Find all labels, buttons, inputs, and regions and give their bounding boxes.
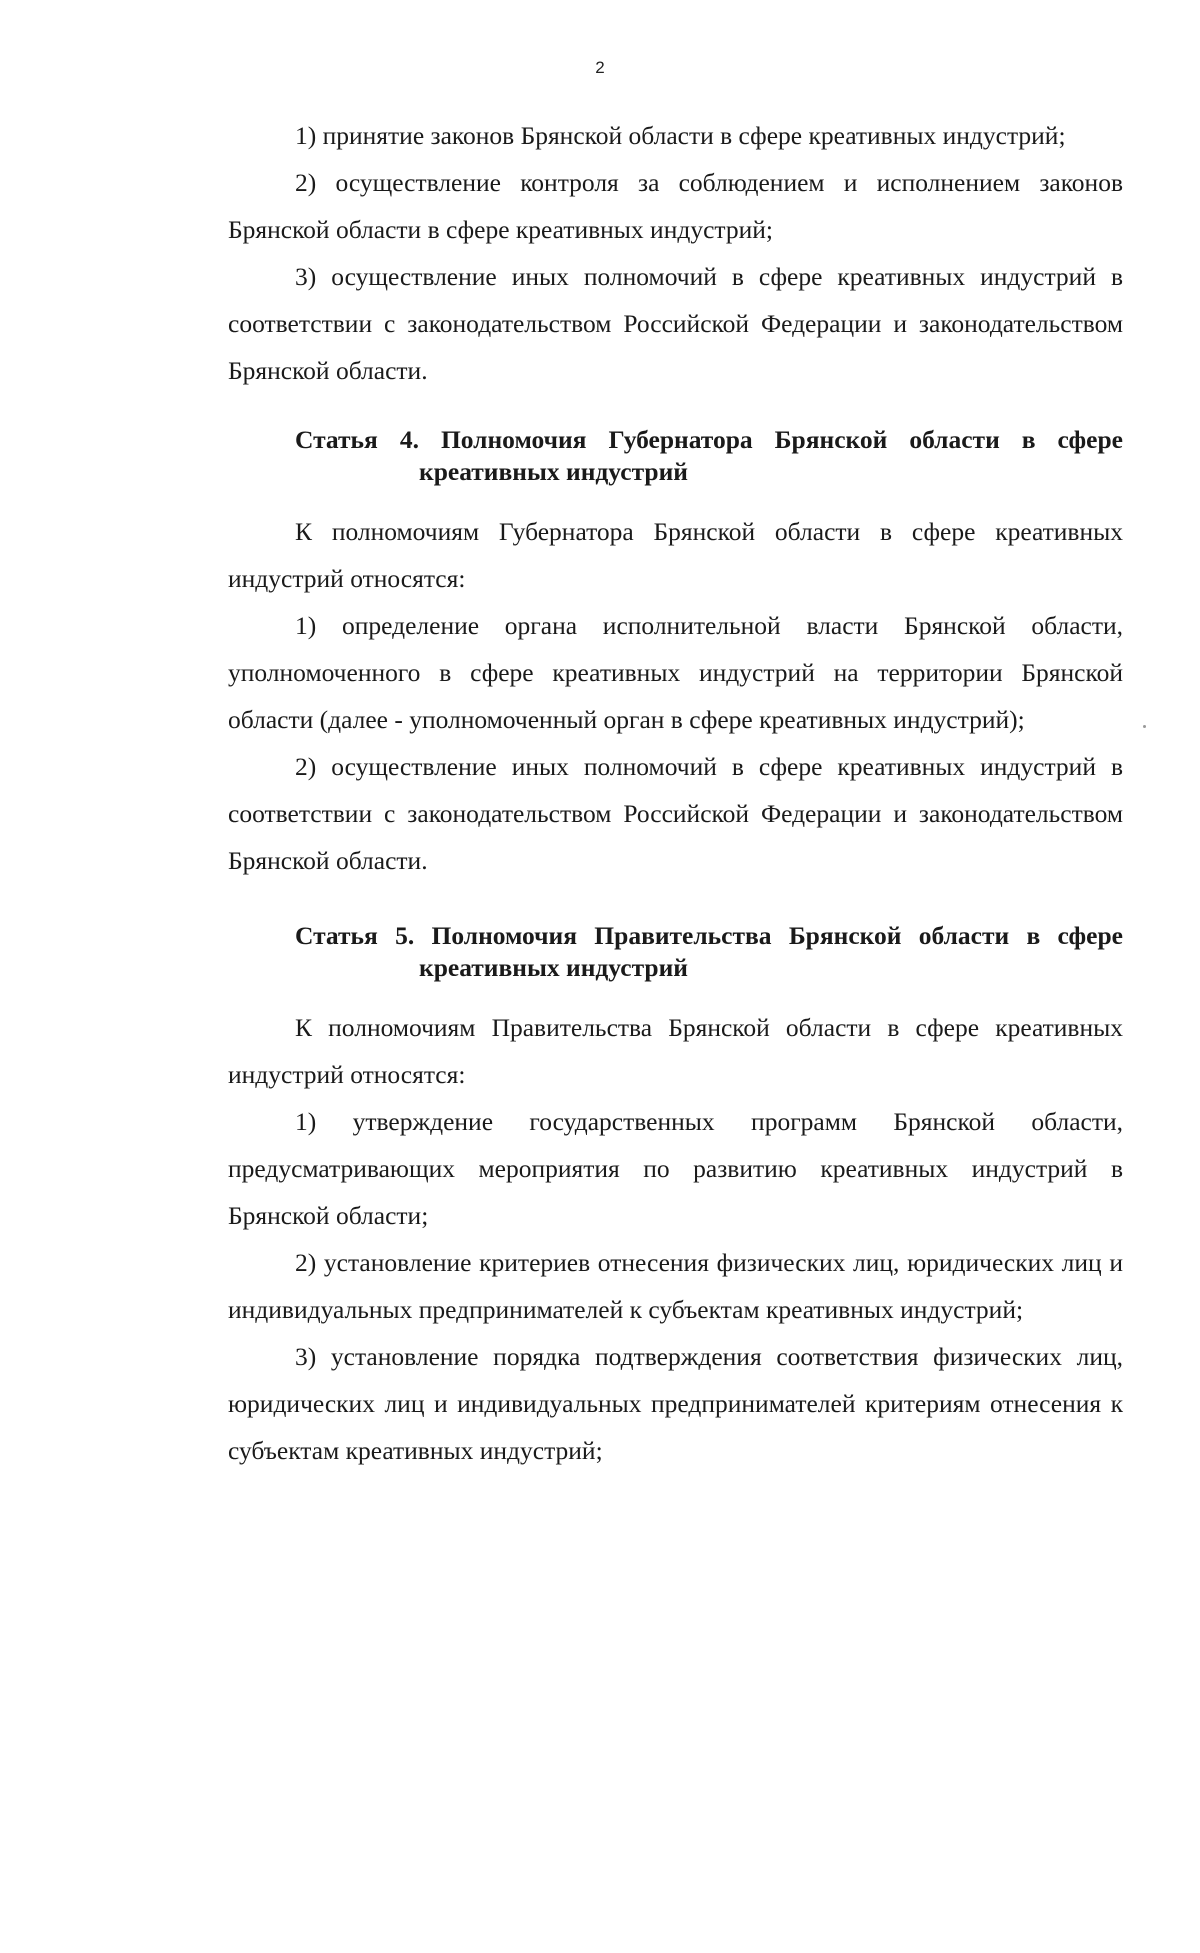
article4-item-1: 1) определение органа исполнительной власти Брянской области, уполномоченного в сфере креативных индустрий на территории Брянской области (далее - уполномоченный орган в сфере креативных индустрий); — [228, 611, 1123, 734]
article3-item-2: 2) осуществление контроля за соблюдением и исполнением законов Брянской области в сфере креативных индустрий; — [228, 168, 1123, 244]
document-body — [228, 112, 1123, 1474]
article5-heading-line1: Статья 5. Полномочия Правительства Брянской области в сфере — [295, 921, 1123, 950]
article5-item-3: 3) установление порядка подтверждения соответствия физических лиц, юридических лиц и индивидуальных предпринимателей критериям отнесения к субъектам креативных индустрий; — [228, 1342, 1123, 1465]
article5-heading-line2: креативных индустрий — [419, 953, 688, 982]
article5-item-2: 2) установление критериев отнесения физических лиц, юридических лиц и индивидуальных предпринимателей к субъектам креативных индустрий; — [228, 1248, 1123, 1324]
article3-item-3: 3) осуществление иных полномочий в сфере креативных индустрий в соответствии с законодательством Российской Федерации и законодательством Брянской области. — [228, 262, 1123, 385]
article4-heading — [228, 424, 1123, 488]
article5-heading — [228, 920, 1123, 984]
scan-speck — [1143, 725, 1146, 728]
article3-item-1: 1) принятие законов Брянской области в сфере креативных индустрий; — [295, 121, 1066, 150]
article5-item-1: 1) утверждение государственных программ Брянской области, предусматривающих мероприятия по развитию креативных индустрий в Брянской области; — [228, 1107, 1123, 1230]
article4-item-2: 2) осуществление иных полномочий в сфере креативных индустрий в соответствии с законодательством Российской Федерации и законодательством Брянской области. — [228, 752, 1123, 875]
article4-heading-line2: креативных индустрий — [419, 457, 688, 486]
article4-heading-line1: Статья 4. Полномочия Губернатора Брянской области в сфере — [295, 425, 1123, 454]
page-number: 2 — [595, 58, 605, 77]
article5-intro: К полномочиям Правительства Брянской области в сфере креативных индустрий относятся: — [228, 1013, 1123, 1089]
article4-intro: К полномочиям Губернатора Брянской области в сфере креативных индустрий относятся: — [228, 517, 1123, 593]
